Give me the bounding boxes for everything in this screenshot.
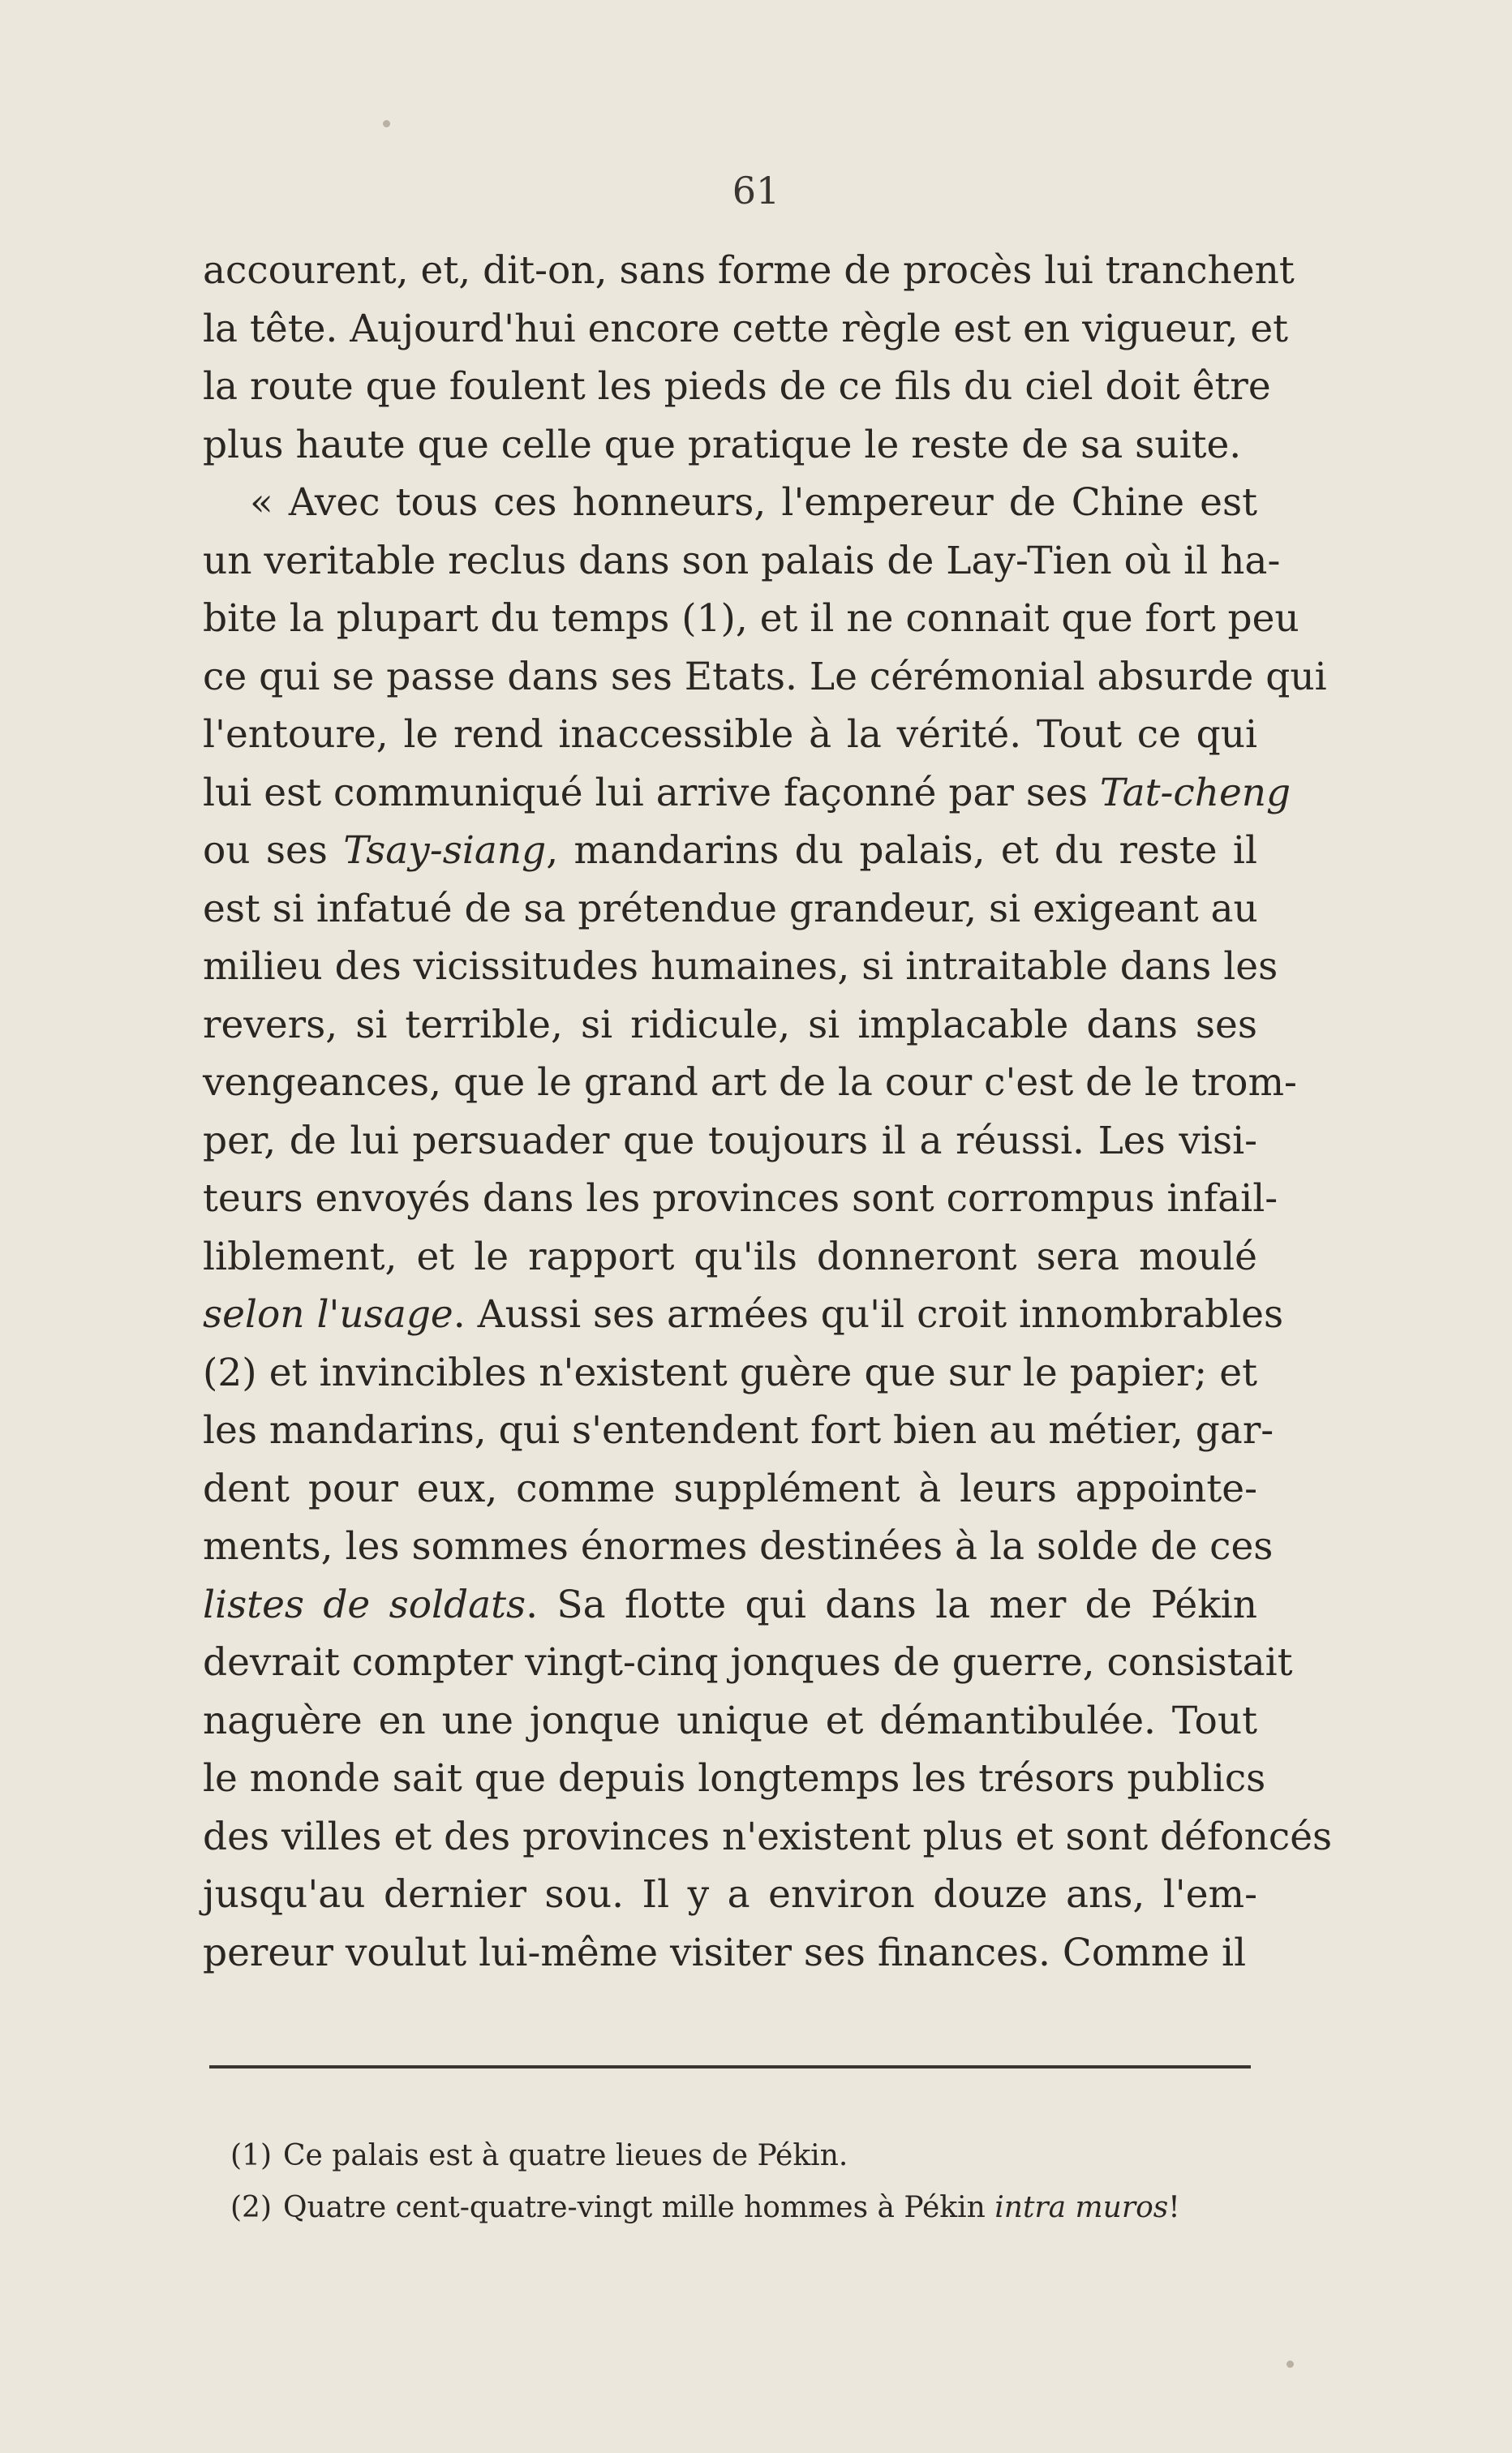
text-line: bite la plupart du temps (1), et il ne connait que fort peu [203,596,1299,641]
text-line: plus haute que celle que pratique le reste de sa suite. [203,422,1242,467]
footnote [230,2182,1252,2234]
footnotes [230,2130,1252,2234]
text-line: (2) et invincibles n'existent guère que sur le papier; et [203,1350,1257,1395]
text-line: la tête. Aujourd'hui encore cette règle est en vigueur, et [203,306,1289,351]
text-line: les mandarins, qui s'entendent fort bien au métier, gar- [203,1408,1274,1453]
footnote [230,2130,1252,2182]
footnote-marker: (2) [230,2191,272,2224]
text-line: liblement, et le rapport qu'ils donneront sera moulé [203,1234,1257,1279]
text-line: la route que foulent les pieds de ce fils du ciel doit être [203,364,1271,409]
text-line: teurs envoyés dans les provinces sont corrompus infail- [203,1176,1278,1221]
text-line: pereur voulut lui-même visiter ses finances. Comme il [203,1930,1247,1975]
text-line: est si infatué de sa prétendue grandeur, si exigeant au [203,886,1258,931]
text-line: ments, les sommes énormes destinées à la solde de ces [203,1524,1274,1569]
paper-speck [1286,2361,1294,2368]
text-line: l'entoure, le rend inaccessible à la vérité. Tout ce qui [203,712,1257,757]
text-line: des villes et des provinces n'existent plus et sont défoncés [203,1814,1333,1859]
text-line: ou ses Tsay-siang, mandarins du palais, et du reste il [203,828,1257,873]
footnote-marker: (1) [230,2139,272,2172]
text-line: le monde sait que depuis longtemps les trésors publics [203,1756,1266,1801]
text-line: « Avec tous ces honneurs, l'empereur de Chine est [250,480,1257,525]
text-line: devrait compter vingt-cinq jonques de guerre, consistait [203,1640,1293,1685]
text-line: vengeances, que le grand art de la cour c'est de le trom- [203,1060,1297,1105]
body-text [203,242,1333,1982]
footnote-text: Quatre cent-quatre-vingt mille hommes à Pékin intra muros! [283,2191,1180,2224]
text-line: revers, si terrible, si ridicule, si implacable dans ses [203,1002,1257,1047]
footnote-text: Ce palais est à quatre lieues de Pékin. [283,2139,848,2172]
paper-speck [383,120,390,127]
text-line: accourent, et, dit-on, sans forme de procès lui tranchent [203,248,1295,293]
text-line: listes de soldats. Sa flotte qui dans la mer de Pékin [203,1582,1257,1627]
text-line: milieu des vicissitudes humaines, si intraitable dans les [203,944,1278,989]
text-line: dent pour eux, comme supplément à leurs appointe- [203,1466,1257,1511]
text-line: per, de lui persuader que toujours il a réussi. Les visi- [203,1118,1257,1163]
text-line: naguère en une jonque unique et démantibulée. Tout [203,1698,1257,1743]
footnote-separator [209,2065,1251,2069]
text-line: un veritable reclus dans son palais de Lay-Tien où il ha- [203,538,1281,583]
text-line: lui est communiqué lui arrive façonné par ses Tat-cheng [203,770,1291,815]
page-number: 61 [732,169,780,213]
text-line: selon l'usage. Aussi ses armées qu'il croit innombrables [203,1292,1284,1337]
text-line: jusqu'au dernier sou. Il y a environ douze ans, l'em- [203,1872,1257,1917]
text-line: ce qui se passe dans ses Etats. Le cérémonial absurde qui [203,654,1327,699]
